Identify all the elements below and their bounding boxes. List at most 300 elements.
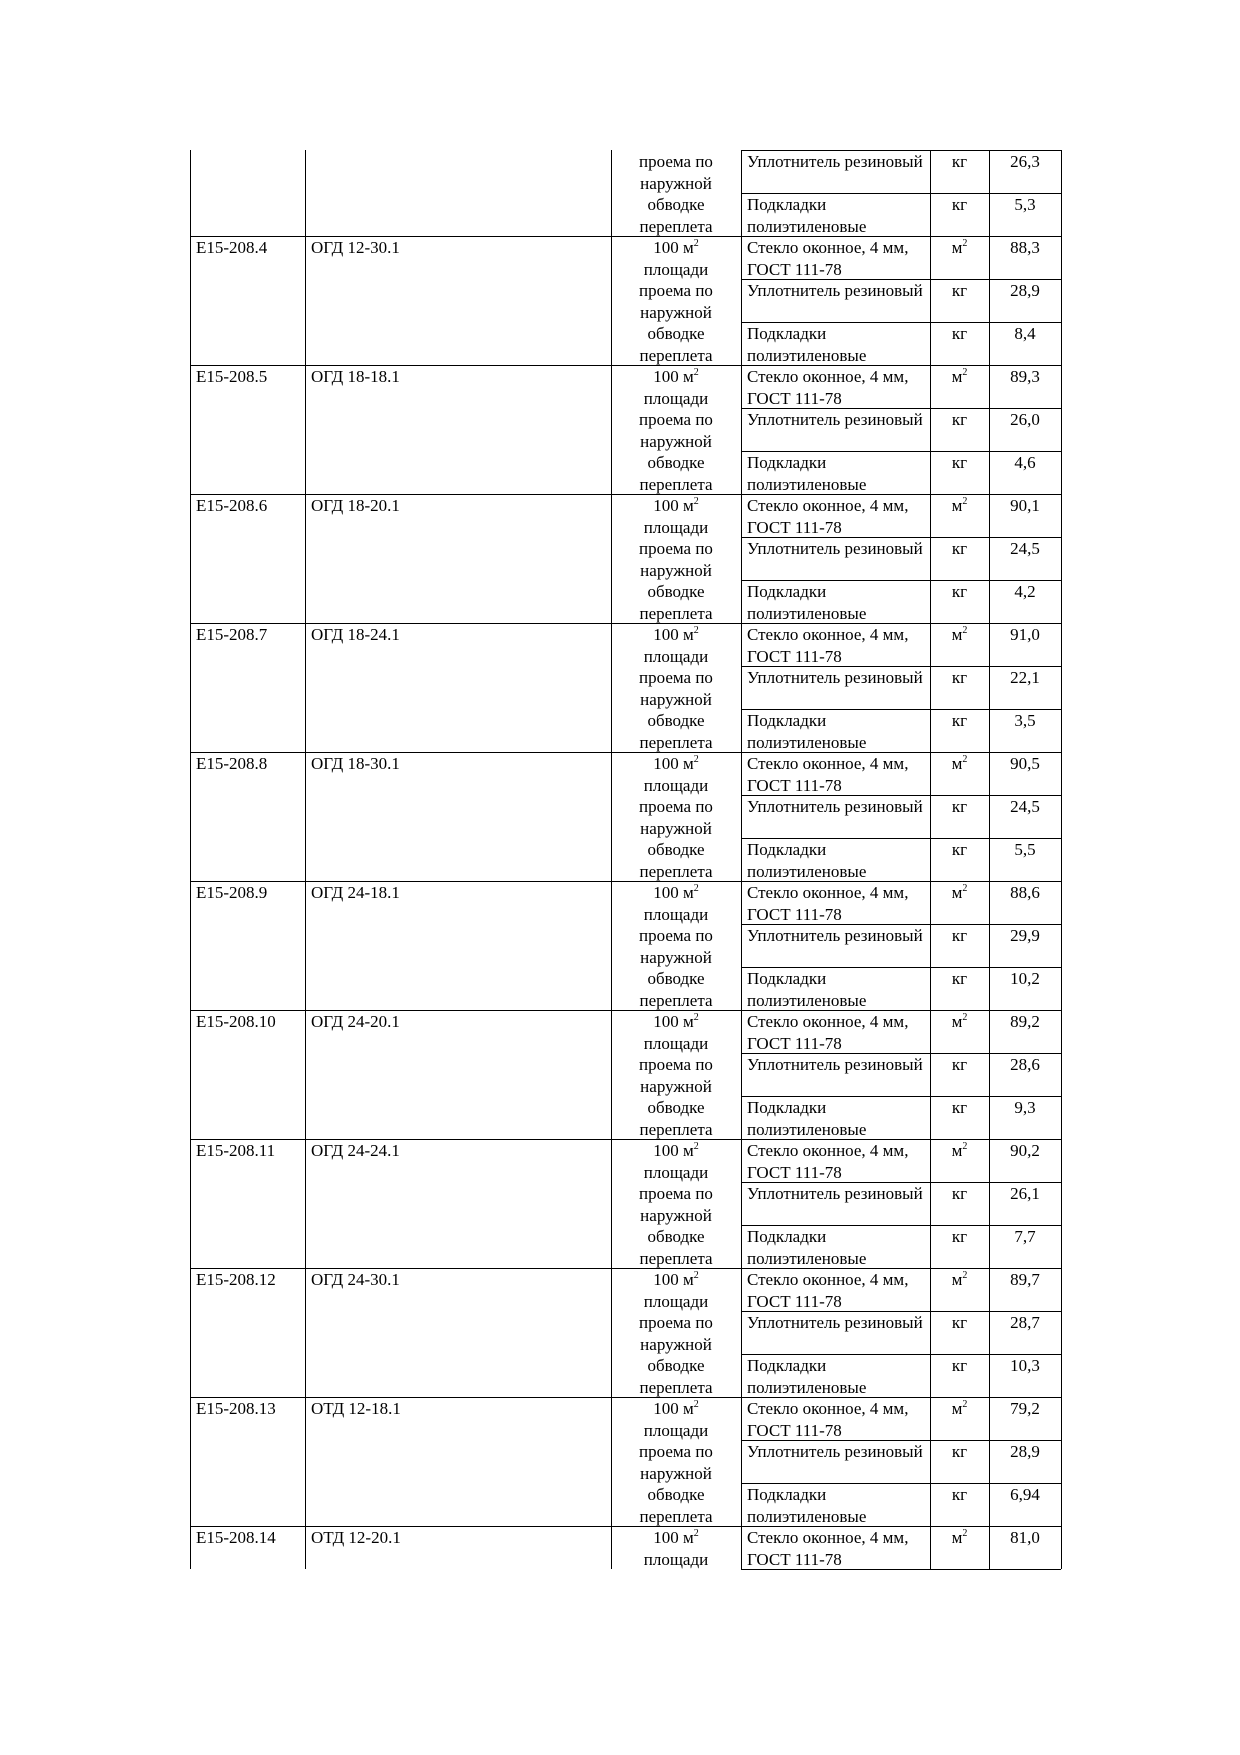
material-cell: Стекло оконное, 4 мм, ГОСТ 111-78 bbox=[747, 625, 909, 666]
code-cell bbox=[190, 924, 305, 967]
name-cell: ОГД 18-30.1 bbox=[311, 754, 400, 773]
measure-cell: обводке переплета bbox=[639, 1098, 713, 1139]
material-cell: Уплотнитель резиновый bbox=[747, 926, 923, 945]
quantity-cell: 4,6 bbox=[1014, 453, 1036, 472]
name-cell: ОГД 18-24.1 bbox=[311, 625, 400, 644]
unit-m-sup: 2 bbox=[962, 883, 968, 894]
norm-row bbox=[190, 1397, 1061, 1440]
material-cell: Уплотнитель резиновый bbox=[747, 1184, 923, 1203]
column-rule bbox=[1061, 1526, 1062, 1569]
column-rule bbox=[1061, 924, 1062, 967]
measure-unit-sup: 2 bbox=[693, 625, 699, 636]
norm-subrow bbox=[190, 666, 1061, 709]
unit-cell: кг bbox=[951, 453, 968, 472]
column-rule bbox=[1061, 150, 1062, 193]
code-cell bbox=[190, 580, 305, 623]
code-cell bbox=[190, 1053, 305, 1096]
norm-subrow bbox=[190, 924, 1061, 967]
unit-m: м bbox=[951, 625, 963, 644]
measure-cell: обводке переплета bbox=[639, 1485, 713, 1526]
code-cell bbox=[190, 451, 305, 494]
unit-m: м bbox=[951, 1528, 963, 1547]
measure-unit-sup: 2 bbox=[693, 238, 699, 249]
unit-cell: кг bbox=[951, 797, 968, 816]
name-cell bbox=[305, 924, 611, 967]
name-cell bbox=[305, 795, 611, 838]
unit-cell: кг bbox=[951, 840, 968, 859]
column-rule bbox=[1061, 451, 1062, 494]
norm-subrow bbox=[190, 322, 1061, 365]
measure-cell: обводке переплета bbox=[639, 453, 713, 494]
material-cell: Уплотнитель резиновый bbox=[747, 410, 923, 429]
measure-amount: 100 м bbox=[653, 1399, 694, 1418]
column-rule bbox=[1061, 1268, 1062, 1311]
measure-area-label: площади bbox=[643, 1033, 709, 1053]
quantity-cell: 90,5 bbox=[1010, 754, 1040, 773]
material-cell: Подкладки полиэтиленовые bbox=[747, 1098, 867, 1139]
unit-m-sup: 2 bbox=[962, 367, 968, 378]
measure-area-label: площади bbox=[643, 1162, 709, 1182]
measure-cell bbox=[611, 1139, 741, 1182]
measure-cell bbox=[611, 494, 741, 537]
quantity-cell: 5,5 bbox=[1014, 840, 1036, 859]
code-cell bbox=[190, 967, 305, 1010]
measure-cell: обводке переплета bbox=[639, 711, 713, 752]
measure-cell bbox=[611, 623, 741, 666]
material-cell: Подкладки полиэтиленовые bbox=[747, 195, 867, 236]
name-cell: ОГД 24-18.1 bbox=[311, 883, 400, 902]
column-rule bbox=[1061, 1354, 1062, 1397]
name-cell bbox=[305, 451, 611, 494]
quantity-cell: 88,3 bbox=[1010, 238, 1040, 257]
norm-subrow bbox=[190, 408, 1061, 451]
unit-cell bbox=[930, 236, 989, 279]
name-cell bbox=[305, 1053, 611, 1096]
measure-unit-sup: 2 bbox=[693, 1141, 699, 1152]
norms-table bbox=[190, 150, 1061, 1569]
quantity-cell: 26,3 bbox=[1010, 152, 1040, 171]
material-cell: Стекло оконное, 4 мм, ГОСТ 111-78 bbox=[747, 754, 909, 795]
norm-subrow bbox=[190, 537, 1061, 580]
quantity-cell: 90,1 bbox=[1010, 496, 1040, 515]
norm-subrow bbox=[190, 1311, 1061, 1354]
measure-unit-sup: 2 bbox=[693, 1399, 699, 1410]
code-cell bbox=[190, 666, 305, 709]
norm-row bbox=[190, 365, 1061, 408]
quantity-cell: 24,5 bbox=[1010, 539, 1040, 558]
unit-cell: кг bbox=[951, 1055, 968, 1074]
measure-amount: 100 м bbox=[653, 754, 694, 773]
material-cell: Уплотнитель резиновый bbox=[747, 1313, 923, 1332]
unit-m-sup: 2 bbox=[962, 238, 968, 249]
measure-area-label: площади bbox=[643, 1549, 709, 1569]
material-cell: Стекло оконное, 4 мм, ГОСТ 111-78 bbox=[747, 367, 909, 408]
unit-m-sup: 2 bbox=[962, 1528, 968, 1539]
material-cell: Уплотнитель резиновый bbox=[747, 1442, 923, 1461]
norm-row bbox=[190, 881, 1061, 924]
measure-cell bbox=[611, 365, 741, 408]
material-cell: Стекло оконное, 4 мм, ГОСТ 111-78 bbox=[747, 238, 909, 279]
unit-cell: кг bbox=[951, 539, 968, 558]
norm-subrow bbox=[190, 580, 1061, 623]
unit-m: м bbox=[951, 496, 963, 515]
material-cell: Стекло оконное, 4 мм, ГОСТ 111-78 bbox=[747, 1270, 909, 1311]
column-rule bbox=[1061, 408, 1062, 451]
measure-unit-sup: 2 bbox=[693, 1270, 699, 1281]
code-cell bbox=[190, 1440, 305, 1483]
unit-cell: кг bbox=[951, 969, 968, 988]
norm-row bbox=[190, 752, 1061, 795]
code-cell bbox=[190, 1182, 305, 1225]
norm-subrow bbox=[190, 838, 1061, 881]
column-rule bbox=[1061, 623, 1062, 666]
measure-cell: проема по наружной bbox=[639, 539, 713, 580]
unit-cell: кг bbox=[951, 281, 968, 300]
column-rule bbox=[1061, 1225, 1062, 1268]
name-cell bbox=[305, 322, 611, 365]
name-cell: ОТД 12-18.1 bbox=[311, 1399, 401, 1418]
code-cell: Е15-208.5 bbox=[196, 367, 268, 386]
quantity-cell: 28,6 bbox=[1010, 1055, 1040, 1074]
material-cell: Подкладки полиэтиленовые bbox=[747, 582, 867, 623]
unit-cell: кг bbox=[951, 926, 968, 945]
unit-m-sup: 2 bbox=[962, 625, 968, 636]
name-cell bbox=[305, 537, 611, 580]
material-cell: Уплотнитель резиновый bbox=[747, 1055, 923, 1074]
name-cell bbox=[305, 838, 611, 881]
quantity-cell: 89,2 bbox=[1010, 1012, 1040, 1031]
material-cell: Уплотнитель резиновый bbox=[747, 281, 923, 300]
measure-amount: 100 м bbox=[653, 238, 694, 257]
unit-m: м bbox=[951, 1399, 963, 1418]
code-cell bbox=[190, 279, 305, 322]
unit-m: м bbox=[951, 883, 963, 902]
column-rule bbox=[1061, 322, 1062, 365]
quantity-cell: 79,2 bbox=[1010, 1399, 1040, 1418]
name-cell bbox=[305, 967, 611, 1010]
quantity-cell: 28,9 bbox=[1010, 281, 1040, 300]
quantity-cell: 6,94 bbox=[1010, 1485, 1040, 1504]
unit-cell: кг bbox=[951, 1313, 968, 1332]
column-rule bbox=[1061, 494, 1062, 537]
norm-subrow bbox=[190, 1354, 1061, 1397]
column-rule bbox=[1061, 1096, 1062, 1139]
measure-unit-sup: 2 bbox=[693, 754, 699, 765]
material-cell: Подкладки полиэтиленовые bbox=[747, 840, 867, 881]
quantity-cell: 3,5 bbox=[1014, 711, 1036, 730]
column-rule bbox=[1061, 838, 1062, 881]
norm-subrow bbox=[190, 1483, 1061, 1526]
quantity-cell: 26,1 bbox=[1010, 1184, 1040, 1203]
unit-m: м bbox=[951, 754, 963, 773]
column-rule bbox=[1061, 1311, 1062, 1354]
unit-cell: кг bbox=[951, 1227, 968, 1246]
material-cell: Подкладки полиэтиленовые bbox=[747, 1227, 867, 1268]
quantity-cell: 7,7 bbox=[1014, 1227, 1036, 1246]
column-rule bbox=[1061, 752, 1062, 795]
name-cell bbox=[305, 1096, 611, 1139]
code-cell: Е15-208.13 bbox=[196, 1399, 276, 1418]
name-cell bbox=[305, 1483, 611, 1526]
measure-amount: 100 м bbox=[653, 1012, 694, 1031]
name-cell: ОГД 24-24.1 bbox=[311, 1141, 400, 1160]
column-rule bbox=[1061, 1397, 1062, 1440]
quantity-cell: 29,9 bbox=[1010, 926, 1040, 945]
measure-amount: 100 м bbox=[653, 1141, 694, 1160]
column-rule bbox=[1061, 666, 1062, 709]
measure-area-label: площади bbox=[643, 904, 709, 924]
norm-row bbox=[190, 1139, 1061, 1182]
column-rule bbox=[1061, 1182, 1062, 1225]
measure-cell: обводке переплета bbox=[639, 324, 713, 365]
norm-row bbox=[190, 1268, 1061, 1311]
measure-cell: проема по наружной bbox=[639, 281, 713, 322]
measure-cell: проема по наружной bbox=[639, 1055, 713, 1096]
material-cell: Подкладки полиэтиленовые bbox=[747, 1356, 867, 1397]
name-cell bbox=[305, 193, 611, 236]
measure-cell bbox=[611, 236, 741, 279]
material-cell: Стекло оконное, 4 мм, ГОСТ 111-78 bbox=[747, 1012, 909, 1053]
measure-cell: обводке переплета bbox=[639, 195, 713, 236]
measure-amount: 100 м bbox=[653, 1270, 694, 1289]
norm-subrow bbox=[190, 967, 1061, 1010]
unit-cell: кг bbox=[951, 1485, 968, 1504]
name-cell bbox=[305, 580, 611, 623]
name-cell bbox=[305, 279, 611, 322]
unit-cell bbox=[930, 881, 989, 924]
unit-m-sup: 2 bbox=[962, 1141, 968, 1152]
name-cell bbox=[305, 1182, 611, 1225]
measure-area-label: площади bbox=[643, 388, 709, 408]
name-cell bbox=[305, 1440, 611, 1483]
material-cell: Подкладки полиэтиленовые bbox=[747, 453, 867, 494]
quantity-cell: 24,5 bbox=[1010, 797, 1040, 816]
measure-amount: 100 м bbox=[653, 883, 694, 902]
name-cell: ОГД 12-30.1 bbox=[311, 238, 400, 257]
column-rule bbox=[1061, 580, 1062, 623]
measure-cell: проема по наружной bbox=[639, 668, 713, 709]
column-rule bbox=[1061, 1483, 1062, 1526]
measure-cell bbox=[611, 1526, 741, 1569]
unit-m: м bbox=[951, 1012, 963, 1031]
quantity-cell: 28,9 bbox=[1010, 1442, 1040, 1461]
quantity-cell: 4,2 bbox=[1014, 582, 1036, 601]
measure-cell: проема по наружной bbox=[639, 152, 713, 193]
measure-cell: проема по наружной bbox=[639, 926, 713, 967]
name-cell: ОТД 12-20.1 bbox=[311, 1528, 401, 1547]
norm-subrow bbox=[190, 709, 1061, 752]
material-cell: Уплотнитель резиновый bbox=[747, 668, 923, 687]
measure-cell: обводке переплета bbox=[639, 582, 713, 623]
quantity-cell: 10,3 bbox=[1010, 1356, 1040, 1375]
name-cell: ОГД 18-20.1 bbox=[311, 496, 400, 515]
material-cell: Стекло оконное, 4 мм, ГОСТ 111-78 bbox=[747, 1399, 909, 1440]
measure-cell: проема по наружной bbox=[639, 1184, 713, 1225]
code-cell bbox=[190, 795, 305, 838]
measure-amount: 100 м bbox=[653, 625, 694, 644]
quantity-cell: 89,7 bbox=[1010, 1270, 1040, 1289]
norm-subrow bbox=[190, 451, 1061, 494]
unit-cell: кг bbox=[951, 582, 968, 601]
measure-cell: обводке переплета bbox=[639, 1227, 713, 1268]
norm-subrow bbox=[190, 1053, 1061, 1096]
unit-cell bbox=[930, 1010, 989, 1053]
measure-unit-sup: 2 bbox=[693, 1012, 699, 1023]
column-rule bbox=[1061, 881, 1062, 924]
code-cell bbox=[190, 709, 305, 752]
material-cell: Подкладки полиэтиленовые bbox=[747, 969, 867, 1010]
measure-cell bbox=[611, 752, 741, 795]
measure-amount: 100 м bbox=[653, 367, 694, 386]
name-cell: ОГД 18-18.1 bbox=[311, 367, 400, 386]
measure-unit-sup: 2 bbox=[693, 883, 699, 894]
column-rule bbox=[1061, 1139, 1062, 1182]
measure-area-label: площади bbox=[643, 646, 709, 666]
name-cell: ОГД 24-30.1 bbox=[311, 1270, 400, 1289]
measure-unit-sup: 2 bbox=[693, 367, 699, 378]
unit-m: м bbox=[951, 238, 963, 257]
quantity-cell: 28,7 bbox=[1010, 1313, 1040, 1332]
unit-m-sup: 2 bbox=[962, 1270, 968, 1281]
measure-area-label: площади bbox=[643, 1420, 709, 1440]
code-cell bbox=[190, 1483, 305, 1526]
code-cell: Е15-208.8 bbox=[196, 754, 268, 773]
unit-cell: кг bbox=[951, 1356, 968, 1375]
measure-unit-sup: 2 bbox=[693, 1528, 699, 1539]
column-rule bbox=[1061, 365, 1062, 408]
unit-m: м bbox=[951, 367, 963, 386]
unit-cell: кг bbox=[951, 1442, 968, 1461]
measure-unit-sup: 2 bbox=[693, 496, 699, 507]
unit-cell: кг bbox=[951, 152, 968, 171]
code-cell bbox=[190, 1225, 305, 1268]
code-cell bbox=[190, 537, 305, 580]
material-cell: Подкладки полиэтиленовые bbox=[747, 324, 867, 365]
unit-m-sup: 2 bbox=[962, 1399, 968, 1410]
quantity-cell: 81,0 bbox=[1010, 1528, 1040, 1547]
norm-row bbox=[190, 1526, 1061, 1569]
name-cell: ОГД 24-20.1 bbox=[311, 1012, 400, 1031]
code-cell: Е15-208.12 bbox=[196, 1270, 276, 1289]
norm-subrow bbox=[190, 795, 1061, 838]
quantity-cell: 10,2 bbox=[1010, 969, 1040, 988]
unit-cell: кг bbox=[951, 195, 968, 214]
column-rule bbox=[1061, 236, 1062, 279]
row-rule bbox=[741, 1569, 1061, 1570]
code-cell: Е15-208.14 bbox=[196, 1528, 276, 1547]
code-cell: Е15-208.11 bbox=[196, 1141, 276, 1160]
quantity-cell: 90,2 bbox=[1010, 1141, 1040, 1160]
column-rule bbox=[1061, 967, 1062, 1010]
norm-row bbox=[190, 623, 1061, 666]
measure-cell: обводке переплета bbox=[639, 840, 713, 881]
code-cell bbox=[190, 1311, 305, 1354]
norm-subrow bbox=[190, 1225, 1061, 1268]
column-rule bbox=[1061, 1053, 1062, 1096]
unit-cell: кг bbox=[951, 1098, 968, 1117]
unit-cell bbox=[930, 1526, 989, 1569]
unit-cell bbox=[930, 1268, 989, 1311]
measure-amount: 100 м bbox=[653, 496, 694, 515]
measure-cell bbox=[611, 1397, 741, 1440]
code-cell bbox=[190, 838, 305, 881]
column-rule bbox=[1061, 795, 1062, 838]
unit-cell: кг bbox=[951, 410, 968, 429]
unit-cell bbox=[930, 752, 989, 795]
norm-row bbox=[190, 494, 1061, 537]
unit-m: м bbox=[951, 1270, 963, 1289]
norm-row bbox=[190, 1010, 1061, 1053]
name-cell bbox=[305, 709, 611, 752]
unit-m-sup: 2 bbox=[962, 1012, 968, 1023]
continuation-line bbox=[190, 193, 1061, 236]
norm-row bbox=[190, 236, 1061, 279]
code-cell: Е15-208.10 bbox=[196, 1012, 276, 1031]
code-cell bbox=[190, 1354, 305, 1397]
quantity-cell: 89,3 bbox=[1010, 367, 1040, 386]
column-rule bbox=[1061, 1440, 1062, 1483]
quantity-cell: 5,3 bbox=[1014, 195, 1036, 214]
measure-area-label: площади bbox=[643, 1291, 709, 1311]
material-cell: Подкладки полиэтиленовые bbox=[747, 711, 867, 752]
unit-cell bbox=[930, 365, 989, 408]
code-cell bbox=[190, 408, 305, 451]
quantity-cell: 26,0 bbox=[1010, 410, 1040, 429]
material-cell: Стекло оконное, 4 мм, ГОСТ 111-78 bbox=[747, 1528, 909, 1569]
name-cell bbox=[305, 666, 611, 709]
continuation-line bbox=[190, 150, 1061, 193]
measure-area-label: площади bbox=[643, 259, 709, 279]
measure-cell: обводке переплета bbox=[639, 1356, 713, 1397]
unit-m: м bbox=[951, 1141, 963, 1160]
norm-subrow bbox=[190, 1182, 1061, 1225]
name-cell bbox=[305, 150, 611, 193]
measure-cell: обводке переплета bbox=[639, 969, 713, 1010]
unit-cell: кг bbox=[951, 668, 968, 687]
quantity-cell: 8,4 bbox=[1014, 324, 1036, 343]
column-rule bbox=[1061, 709, 1062, 752]
material-cell: Стекло оконное, 4 мм, ГОСТ 111-78 bbox=[747, 496, 909, 537]
code-cell bbox=[190, 1096, 305, 1139]
measure-cell: проема по наружной bbox=[639, 1442, 713, 1483]
code-cell: Е15-208.4 bbox=[196, 238, 268, 257]
code-cell: Е15-208.9 bbox=[196, 883, 268, 902]
material-cell: Уплотнитель резиновый bbox=[747, 539, 923, 558]
code-cell: Е15-208.7 bbox=[196, 625, 268, 644]
column-rule bbox=[1061, 537, 1062, 580]
code-cell bbox=[190, 193, 305, 236]
measure-cell bbox=[611, 1010, 741, 1053]
unit-cell bbox=[930, 1139, 989, 1182]
measure-cell bbox=[611, 1268, 741, 1311]
unit-cell: кг bbox=[951, 324, 968, 343]
column-rule bbox=[1061, 193, 1062, 236]
material-cell: Уплотнитель резиновый bbox=[747, 152, 923, 171]
unit-cell: кг bbox=[951, 1184, 968, 1203]
unit-m-sup: 2 bbox=[962, 754, 968, 765]
column-rule bbox=[1061, 1010, 1062, 1053]
unit-cell bbox=[930, 623, 989, 666]
material-cell: Подкладки полиэтиленовые bbox=[747, 1485, 867, 1526]
norm-subrow bbox=[190, 279, 1061, 322]
measure-cell bbox=[611, 881, 741, 924]
measure-cell: проема по наружной bbox=[639, 1313, 713, 1354]
code-cell: Е15-208.6 bbox=[196, 496, 268, 515]
measure-area-label: площади bbox=[643, 517, 709, 537]
material-cell: Стекло оконное, 4 мм, ГОСТ 111-78 bbox=[747, 1141, 909, 1182]
name-cell bbox=[305, 408, 611, 451]
unit-m-sup: 2 bbox=[962, 496, 968, 507]
